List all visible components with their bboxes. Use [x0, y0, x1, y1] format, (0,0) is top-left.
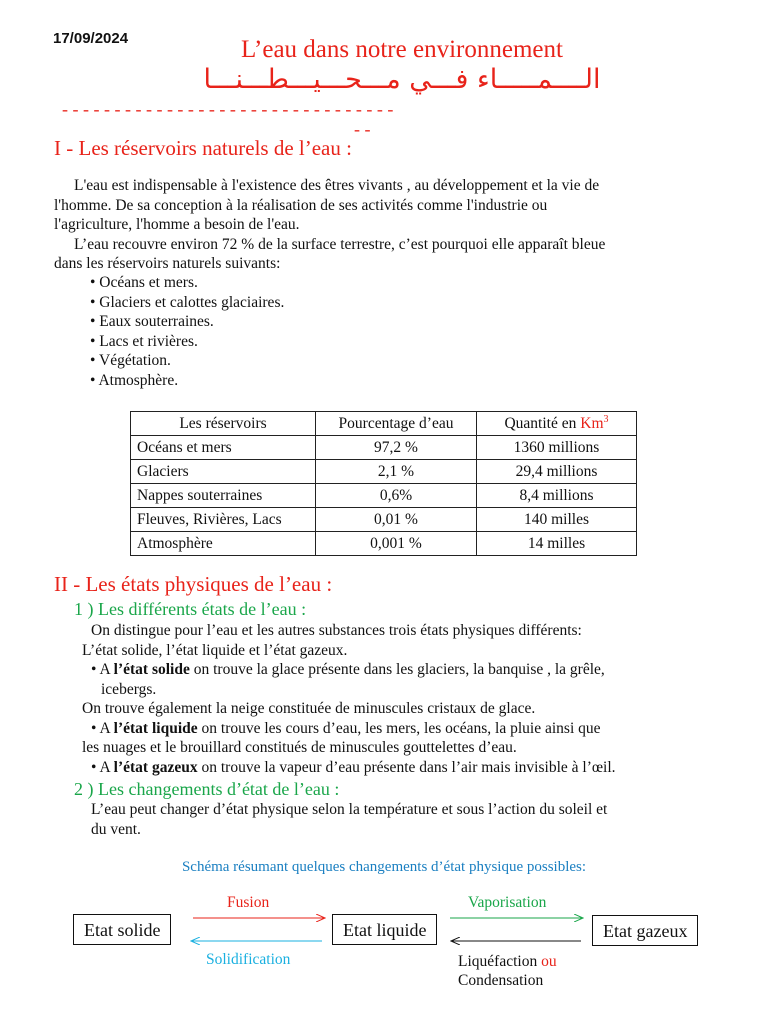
table-cell: 1360 millions: [477, 436, 637, 460]
list-item: • Atmosphère.: [90, 371, 179, 389]
list-item: • Végétation.: [90, 352, 171, 370]
text-line: dans les réservoirs naturels suivants:: [54, 255, 281, 272]
list-item: • Lacs et rivières.: [90, 332, 198, 350]
page-title: L’eau dans notre environnement: [241, 36, 563, 63]
fusion-label: Fusion: [227, 894, 270, 911]
or-text: ou: [541, 953, 557, 970]
unit-text: Km: [580, 415, 604, 433]
table-cell: 29,4 millions: [477, 460, 637, 484]
arabic-title: الــــمـــــاء فـــي مـــحـــيـــطـــنـــا: [203, 64, 601, 95]
table-cell: 2,1 %: [316, 460, 477, 484]
subsection-2-heading: 2 ) Les changements d’état de l’eau :: [74, 779, 340, 799]
table-cell: Océans et mers: [131, 436, 316, 460]
solid-state-box: Etat solide: [73, 914, 171, 945]
liquefaction-text: Liquéfaction: [458, 953, 538, 970]
list-item: • Eaux souterraines.: [90, 313, 214, 331]
bullet: • A: [91, 719, 114, 737]
table-cell: 0,001 %: [316, 532, 477, 556]
diagram-caption: Schéma résumant quelques changements d’état physique possibles:: [181, 859, 587, 875]
vaporisation-label: Vaporisation: [468, 894, 547, 911]
text-line: On trouve également la neige constituée de minuscules cristaux de glace.: [82, 700, 536, 717]
subsection-1-heading: 1 ) Les différents états de l’eau :: [74, 599, 307, 619]
dashed-separator-end: - -: [354, 119, 371, 139]
bullet: • A: [91, 758, 114, 776]
table-cell: 97,2 %: [316, 436, 477, 460]
bold-term: l’état gazeux: [113, 758, 198, 776]
bold-term: l’état liquide: [113, 719, 198, 737]
text-line: du vent.: [91, 820, 141, 838]
bullet: • A: [91, 661, 114, 678]
section-2-heading: II - Les états physiques de l’eau :: [54, 572, 333, 596]
list-item: • Glaciers et calottes glaciaires.: [90, 293, 285, 311]
table-cell: 14 milles: [477, 532, 637, 556]
liquid-state-box: Etat liquide: [332, 914, 437, 945]
text-line: L’eau peut changer d’état physique selon la température et sous l’action du soleil et: [91, 801, 608, 818]
section-1-heading: I - Les réservoirs naturels de l’eau :: [54, 136, 352, 160]
table-cell: 0,01 %: [316, 508, 477, 532]
table-cell: 0,6%: [316, 484, 477, 508]
table-cell: Nappes souterraines: [131, 484, 316, 508]
table-cell: Fleuves, Rivières, Lacs: [131, 508, 316, 532]
text-line: icebergs.: [101, 680, 157, 698]
text-line: L'eau est indispensable à l'existence des êtres vivants , au développement et la vie de: [74, 177, 600, 194]
table-cell: 140 milles: [477, 508, 637, 532]
text: on trouve la vapeur d’eau présente dans l’air mais invisible à l’œil.: [197, 758, 616, 776]
text-line: L’eau recouvre environ 72 % de la surface terrestre, c’est pourquoi elle apparaît bleue: [74, 235, 606, 253]
table-header-text: Quantité en: [504, 415, 577, 433]
bold-term: l’état solide: [113, 661, 190, 678]
table-header: Les réservoirs: [131, 412, 316, 436]
gas-state-box: Etat gazeux: [592, 915, 698, 946]
table-cell: 8,4 millions: [477, 484, 637, 508]
text: on trouve la glace présente dans les glaciers, la banquise , la grêle,: [189, 661, 605, 678]
text: on trouve les cours d’eau, les mers, les océans, la pluie ainsi que: [197, 719, 601, 737]
table-cell: Glaciers: [131, 460, 316, 484]
text-line: On distingue pour l’eau et les autres substances trois états physiques différents:: [91, 622, 582, 639]
text-line: l'agriculture, l'homme a besoin de l'eau.: [54, 216, 300, 233]
date: 17/09/2024: [53, 30, 129, 47]
list-item: • Océans et mers.: [90, 274, 198, 291]
solidification-label: Solidification: [206, 951, 291, 968]
unit-exponent: 3: [603, 413, 609, 425]
text-line: l'homme. De sa conception à la réalisation de ses activités comme l'industrie ou: [54, 196, 548, 214]
table-header: Pourcentage d’eau: [316, 412, 477, 436]
text-line: L’état solide, l’état liquide et l’état gazeux.: [82, 641, 348, 659]
dashed-separator: - - - - - - - - - - - - - - - - - - - - - - - - - - - - - - - -: [62, 99, 394, 119]
table-cell: Atmosphère: [131, 532, 316, 556]
text-line: les nuages et le brouillard constitués de minuscules gouttelettes d’eau.: [82, 739, 517, 756]
condensation-label: Condensation: [458, 972, 544, 989]
